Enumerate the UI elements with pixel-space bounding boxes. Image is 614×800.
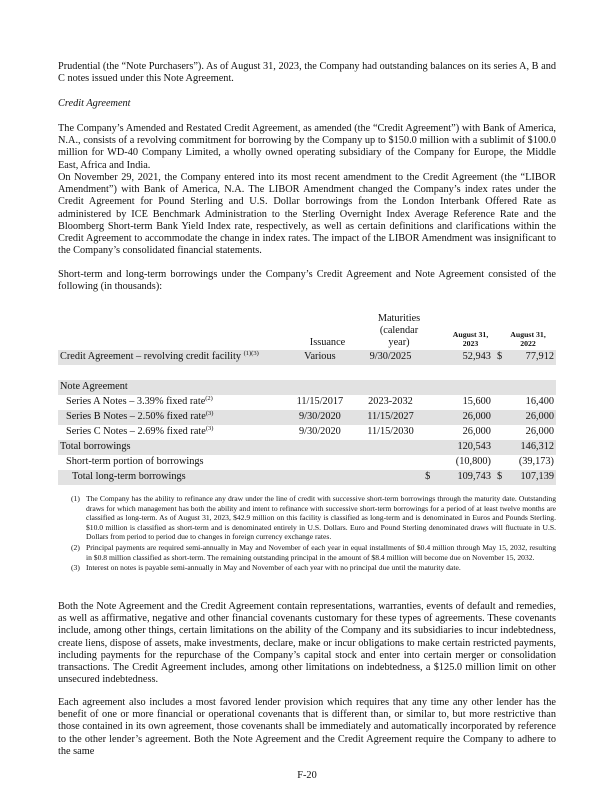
cell-maturity: 2023-2032 <box>368 396 413 408</box>
section-heading-credit-agreement: Credit Agreement <box>58 98 131 109</box>
table-row-total-borrowings <box>58 440 556 455</box>
row-label <box>58 425 284 440</box>
cell-currency-2023 <box>425 425 438 440</box>
footnote-number: (3) <box>71 563 80 573</box>
header-2023-line2: 2023 <box>462 339 479 348</box>
cell-value-2023: 109,743 <box>438 470 491 485</box>
header-maturities <box>360 313 438 349</box>
table-row-short-term-portion <box>58 455 556 470</box>
table-row-series-a <box>58 395 556 410</box>
cell-maturity: 11/15/2030 <box>367 426 414 438</box>
header-2022-line2: 2022 <box>520 339 536 348</box>
cell-maturity <box>356 380 425 395</box>
header-august-2022 <box>498 330 558 348</box>
cell-value-2022: 146,312 <box>510 440 556 455</box>
cell-currency-2023 <box>425 350 438 365</box>
cell-currency-2022: $ <box>491 470 510 485</box>
cell-currency-2023: $ <box>425 470 438 485</box>
paragraph-note-purchasers: Prudential (the “Note Purchasers”). As of August 31, 2023, the Company had outstanding balances on its series A, B and C notes issued under this Note Agreement. <box>58 61 556 85</box>
cell-value-2022: 26,000 <box>525 426 554 438</box>
cell-value-2022: 26,000 <box>510 410 556 425</box>
cell-issuance: Various <box>284 350 356 365</box>
cell-value-2022: 77,912 <box>510 350 556 365</box>
table-row-series-b <box>58 410 556 425</box>
spacer-cell <box>58 365 556 380</box>
cell-currency-2023 <box>425 380 438 395</box>
cell-value-2023: 120,543 <box>438 440 491 455</box>
row-label-text: Series C Notes – 2.69% fixed rate <box>66 426 206 438</box>
cell-issuance <box>284 470 356 485</box>
header-august-2023 <box>438 330 503 348</box>
cell-currency-2022 <box>491 380 510 395</box>
cell-currency-2022 <box>491 395 510 410</box>
footnotes <box>58 494 556 574</box>
cell-currency-2023 <box>425 455 438 470</box>
cell-maturity <box>356 440 425 455</box>
table-row-total-long-term <box>58 470 556 485</box>
cell-issuance <box>284 380 356 395</box>
header-maturities-line2: (calendar <box>379 325 419 336</box>
footnote-text: Principal payments are required semi-annually in May and November of each year in equal installments of $0.4 million through May 15, 2032, resulting in $0.8 million classified as short-term. The remaining outstanding principal in the amount of $8.4 million will become due on November 15, 2032. <box>86 542 556 562</box>
footnote-1 <box>58 494 556 542</box>
page-number: F-20 <box>297 770 317 781</box>
cell-value-2022 <box>510 380 556 395</box>
row-label: Note Agreement <box>58 380 284 395</box>
footnote-text: Interest on notes is payable semi-annually in May and November of each year with no principal due until the maturity date. <box>86 563 461 573</box>
borrowings-table <box>58 350 556 485</box>
table-header <box>58 303 556 349</box>
footnote-3 <box>58 563 556 573</box>
cell-maturity: 11/15/2027 <box>356 410 425 425</box>
header-maturities-line1: Maturities <box>377 313 421 324</box>
paragraph-covenants: Both the Note Agreement and the Credit Agreement contain representations, warranties, events of default and remedies, as well as affirmative, negative and other financial covenants customary for these types of agreements. These covenants include, among other things, certain limitations on the ability of the Company and its subsidiaries to incur indebtedness, create liens, dispose of assets, make investments, declare, make or incur obligations to make certain restricted payments, including payments for the repurchase of the Company’s capital stock and enter into certain merger or consolidation transactions. The Credit Agreement includes, among other limitations on indebtedness, a $125.0 million limit on other unsecured indebtedness. <box>58 601 556 686</box>
table-row-spacer <box>58 365 556 380</box>
footnote-ref: (2) <box>205 395 213 403</box>
cell-currency-2023 <box>425 395 438 410</box>
row-label: Total long-term borrowings <box>58 470 284 485</box>
cell-value-2023: (10,800) <box>455 456 491 468</box>
footnote-ref: (3) <box>205 410 214 418</box>
cell-currency-2022 <box>491 440 510 455</box>
footnote-text: The Company has the ability to refinance any draw under the line of credit with successive short-term borrowings through the maturity date. Outstanding draws for which management has both the ability and intent to refinance with successive short-term borrowings for a period of at least twelve months are classified as long-term. As of August 31, 2023, $42.9 million on this facility is classified as long-term and is denominated in Euros and Pounds Sterling. $10.0 million is classified as short-term and is denominated entirely in U.S. Dollars. Euro and Pound Sterling denominated draws will fluctuate in U.S. Dollars from period to period due to changes in foreign currency exchange rates. <box>86 494 556 542</box>
paragraph-libor-amendment: On November 29, 2021, the Company entered into its most recent amendment to the Credit Agreement (the “LIBOR Amendment”) with Bank of America, N.A. The LIBOR Amendment changed the Company’s index rates under the Credit Agreement for Pound Sterling and U.S. Dollar borrowings from the London Interbank Offered Rate as administered by ICE Benchmark Administration to the Sterling Overnight Index Average Reference Rate and the Bloomberg Short-term Bank Yield Index rate, respectively, as well as certain definitions and clarifications within the Credit Agreement to accommodate the change in index rates. The impact of the LIBOR Amendment was insignificant to the Company’s consolidated financial statements. <box>58 172 556 257</box>
cell-issuance <box>284 440 356 455</box>
table-row-note-agreement <box>58 380 556 395</box>
cell-value-2023 <box>438 380 491 395</box>
footnote-ref: (1)(3) <box>243 350 259 358</box>
row-label <box>58 395 284 410</box>
cell-value-2022: 16,400 <box>525 396 554 408</box>
cell-maturity <box>356 470 425 485</box>
paragraph-table-intro: Short-term and long-term borrowings under the Company’s Credit Agreement and Note Agreement consisted of the following (in thousands): <box>58 269 556 293</box>
row-label: Short-term portion of borrowings <box>66 456 204 468</box>
cell-currency-2023 <box>425 440 438 455</box>
header-2022-line1: August 31, <box>510 330 546 339</box>
cell-value-2023: 15,600 <box>462 396 491 408</box>
footnote-2 <box>58 543 556 562</box>
table-row-credit-facility <box>58 350 556 365</box>
row-label-text: Series B Notes – 2.50% fixed rate <box>66 411 206 423</box>
row-label-text: Series A Notes – 3.39% fixed rate <box>66 396 206 408</box>
cell-value-2023: 26,000 <box>438 410 491 425</box>
table-row-series-c <box>58 425 556 440</box>
paragraph-credit-agreement: The Company’s Amended and Restated Credit Agreement, as amended (the “Credit Agreement”) with Bank of America, N.A., consists of a revolving commitment for borrowing by the Company up to $150.0 million with a sublimit of $100.0 million for WD-40 Company Limited, a wholly owned operating subsidiary of the Company for Europe, the Middle East, Africa and India. <box>58 123 556 171</box>
row-label: Total borrowings <box>58 440 284 455</box>
cell-value-2023: 52,943 <box>438 350 491 365</box>
cell-maturity <box>356 455 425 470</box>
cell-value-2022: (39,173) <box>518 456 554 468</box>
footnote-ref: (3) <box>205 425 214 433</box>
row-label <box>58 350 284 365</box>
cell-maturity: 9/30/2025 <box>356 350 425 365</box>
cell-currency-2023 <box>425 410 438 425</box>
cell-issuance: 9/30/2020 <box>284 410 356 425</box>
header-2023-line1: August 31, <box>452 330 489 339</box>
footnote-number: (2) <box>71 542 80 552</box>
cell-currency-2022 <box>491 455 510 470</box>
cell-currency-2022: $ <box>491 350 510 365</box>
cell-value-2023: 26,000 <box>462 426 491 438</box>
cell-value-2022: 107,139 <box>510 470 556 485</box>
cell-issuance: 9/30/2020 <box>299 426 341 438</box>
cell-currency-2022 <box>491 410 510 425</box>
header-maturities-line3: year) <box>388 337 410 348</box>
paragraph-most-favored-lender: Each agreement also includes a most favored lender provision which requires that any time any other lender has the benefit of one or more financial or operational covenants that is different than, or similar to, but more restrictive than those contained in its own agreement, those covenants shall be immediately and automatically incorporated by reference to the other lender’s agreement. Both the Note Agreement and the Credit Agreement require the Company to adhere to the same <box>58 697 556 757</box>
cell-issuance <box>284 455 356 470</box>
cell-currency-2022 <box>491 425 510 440</box>
row-label-text: Credit Agreement – revolving credit facility <box>60 351 244 363</box>
row-label <box>58 410 284 425</box>
footnote-number: (1) <box>71 494 80 503</box>
header-issuance: Issuance <box>309 336 346 348</box>
cell-issuance: 11/15/2017 <box>296 396 344 408</box>
